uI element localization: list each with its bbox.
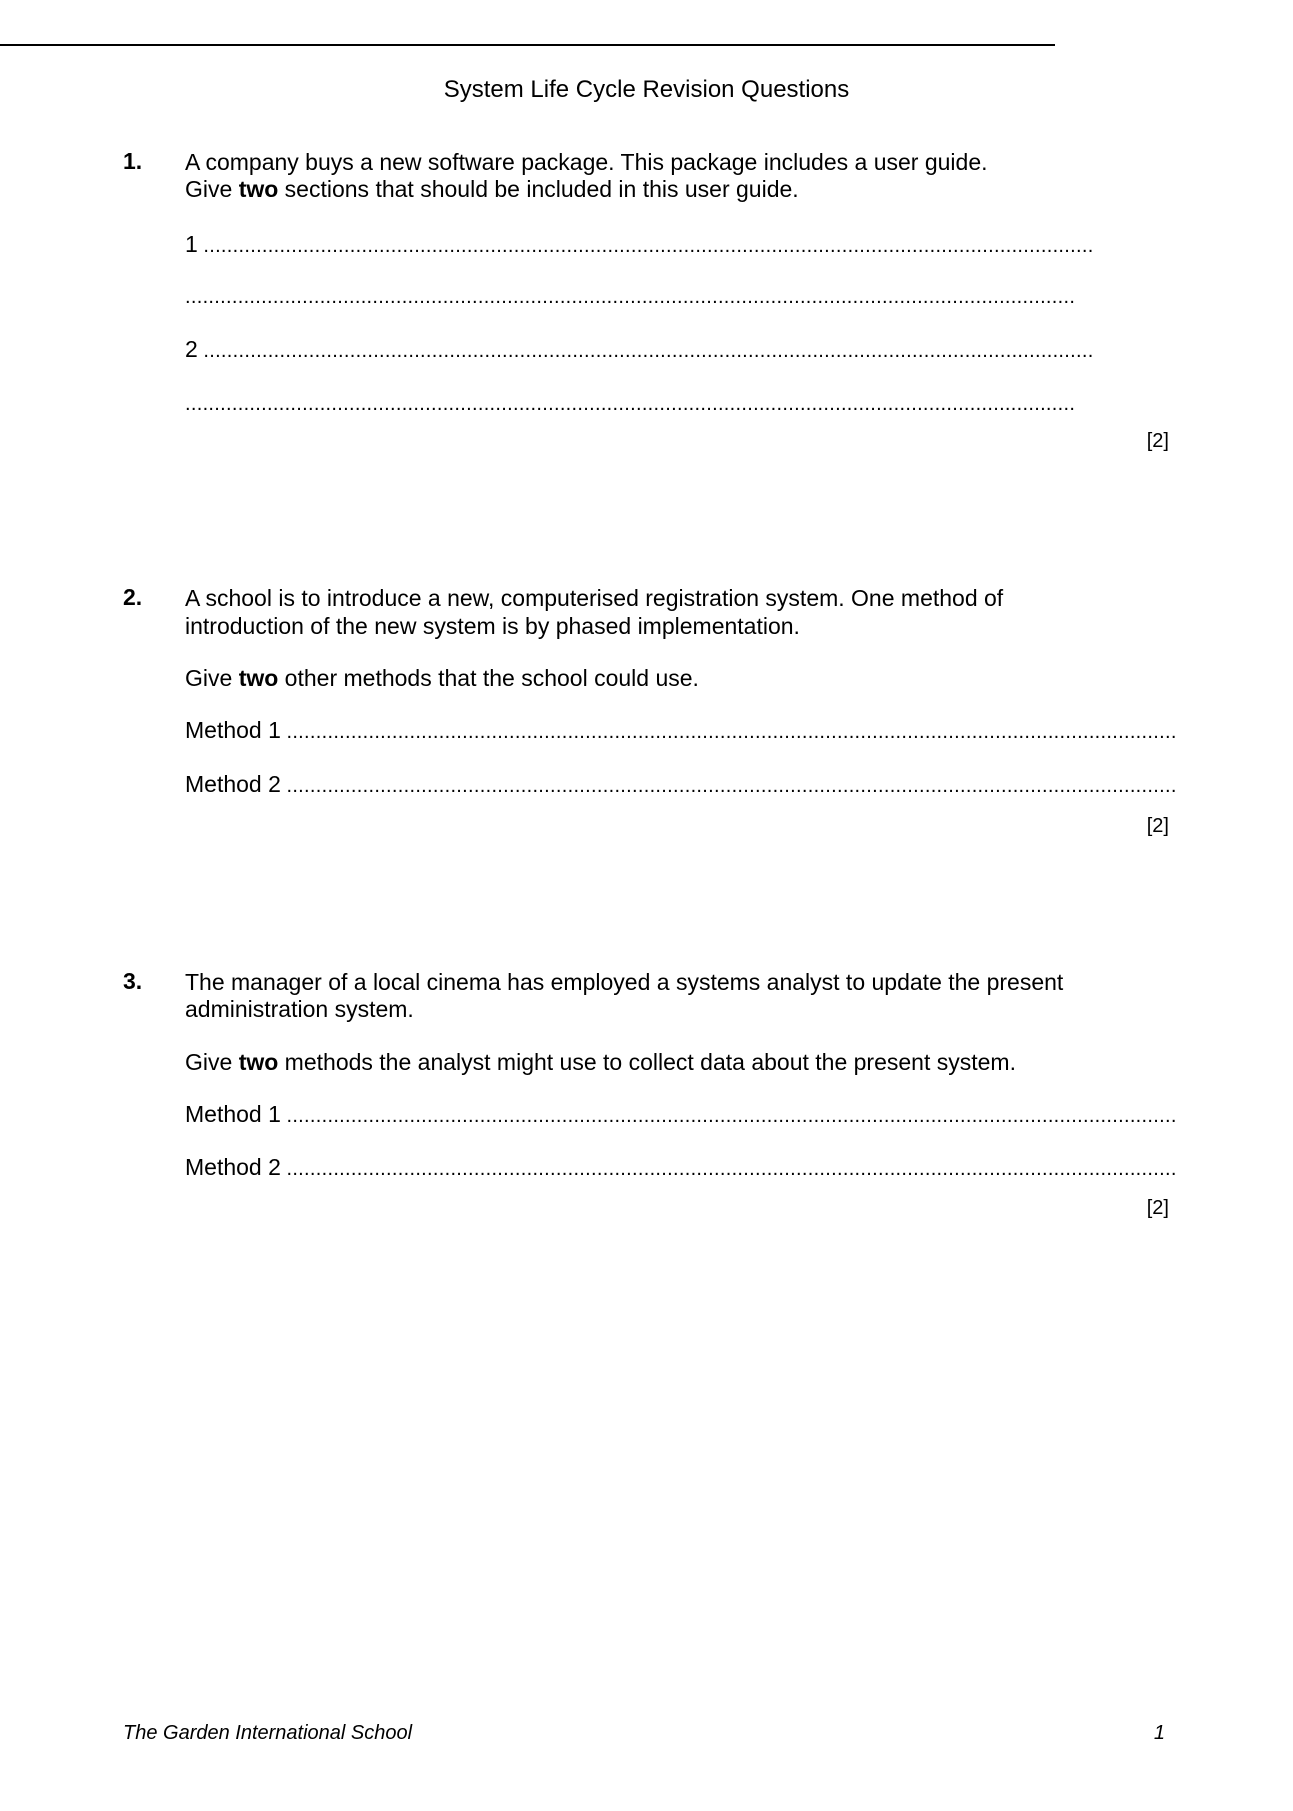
question-2-marks: [2] (1146, 815, 1169, 837)
question-1-instruction: Give two sections that should be included in this user guide. (185, 176, 799, 202)
question-2-text-line-2: introduction of the new system is by phased implementation. (185, 613, 800, 639)
question-2-number: 2. (123, 584, 143, 610)
question-1-marks: [2] (1146, 430, 1169, 452)
footer-page-number: 1 (1153, 1722, 1165, 1744)
answer-line-2b[interactable]: Method 2 ........................................................................................................................................................ (185, 771, 1177, 797)
question-3-marks: [2] (1146, 1197, 1169, 1219)
answer-line-3b[interactable]: Method 2 ........................................................................................................................................................ (185, 1154, 1177, 1180)
question-1-text: A company buys a new software package. This package includes a user guide. (185, 149, 988, 175)
question-2-text-line-1: A school is to introduce a new, computerised registration system. One method of (185, 585, 1004, 611)
answer-line-1c[interactable]: 2 ........................................................................................................................................................ (185, 336, 1094, 362)
footer-school-name: The Garden International School (123, 1722, 413, 1744)
answer-line-2a[interactable]: Method 1 ........................................................................................................................................................ (185, 717, 1177, 743)
question-3-number: 3. (123, 968, 143, 994)
page-title: System Life Cycle Revision Questions (443, 76, 850, 103)
answer-line-1a[interactable]: 1 ........................................................................................................................................................ (185, 231, 1094, 257)
header-rule (0, 44, 1055, 46)
question-3-instruction: Give two methods the analyst might use to collect data about the present system. (185, 1049, 1016, 1075)
question-3-text-line-1: The manager of a local cinema has employed a systems analyst to update the present (185, 969, 1064, 995)
question-3-text-line-2: administration system. (185, 996, 414, 1022)
answer-line-1d[interactable]: ........................................................................................................................................................ (185, 393, 1076, 415)
answer-line-3a[interactable]: Method 1 ........................................................................................................................................................ (185, 1101, 1177, 1127)
question-1-number: 1. (123, 148, 143, 174)
question-2-instruction: Give two other methods that the school could use. (185, 665, 699, 691)
answer-line-1b[interactable]: ........................................................................................................................................................ (185, 286, 1076, 308)
